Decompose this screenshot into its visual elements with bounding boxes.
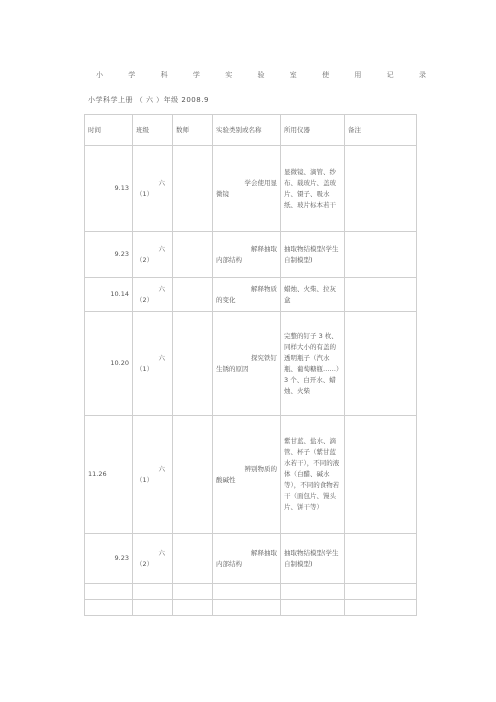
title-char: 小 (96, 71, 103, 79)
cell-experiment (213, 146, 281, 232)
experiment-line-2: 微镜 (216, 189, 229, 198)
cell-experiment (213, 416, 281, 534)
cell-class (133, 278, 173, 312)
cell-time: 9.13 (85, 146, 133, 232)
cell-remarks (345, 534, 417, 584)
header-count: 数师 (173, 115, 213, 146)
cell-time: 10.14 (85, 278, 133, 312)
title-char: 学 (128, 71, 136, 79)
cell-count (173, 232, 213, 278)
document-subtitle: 小学科学上册 （ 六 ）年级 2008.9 (88, 96, 209, 104)
cell-remarks (345, 232, 417, 278)
cell-instruments: 完整的钉子 3 枚、同样大小的有盖的透明瓶子（汽水瓶、葡萄糖瓶……）3 个、白开水、蜡烛、火柴 (281, 312, 345, 416)
title-char: 用 (354, 71, 362, 79)
class-section: （1） (136, 189, 154, 198)
class-section: （2） (136, 559, 154, 568)
header-remarks: 备注 (345, 115, 417, 146)
title-char: 学 (192, 71, 200, 79)
title-char: 录 (418, 71, 426, 79)
title-char: 使 (322, 71, 330, 79)
cell-time: 9.23 (85, 534, 133, 584)
title-char: 实 (225, 71, 233, 79)
cell-experiment (213, 534, 281, 584)
table-row (85, 146, 417, 232)
class-section: （2） (136, 295, 154, 304)
title-char: 验 (257, 71, 265, 79)
class-grade: 六 (158, 353, 165, 362)
cell-remarks (345, 146, 417, 232)
class-section: （1） (136, 475, 154, 484)
cell-count (173, 416, 213, 534)
table-row (85, 416, 417, 534)
cell-remarks (345, 416, 417, 534)
cell-remarks (345, 278, 417, 312)
class-grade: 六 (158, 464, 165, 473)
table-row (85, 312, 417, 416)
cell-class (133, 312, 173, 416)
cell-time: 9.23 (85, 232, 133, 278)
cell-experiment (213, 232, 281, 278)
cell-time: 10.20 (85, 312, 133, 416)
experiment-line-1: 解释物质 (251, 284, 277, 293)
experiment-line-2: 的变化 (216, 295, 236, 304)
cell-remarks (345, 312, 417, 416)
experiment-line-2: 内部结构 (216, 255, 242, 264)
cell-experiment (213, 312, 281, 416)
experiment-line-1: 解释抽取 (251, 548, 277, 557)
cell-class (133, 146, 173, 232)
class-grade: 六 (158, 244, 165, 253)
title-char: 室 (289, 71, 297, 79)
experiment-line-1: 探究铁钉 (251, 353, 277, 362)
table-row (85, 278, 417, 312)
header-instruments: 所用仪器 (281, 115, 345, 146)
title-char: 记 (386, 71, 394, 79)
cell-count (173, 278, 213, 312)
class-grade: 六 (158, 548, 165, 557)
cell-time: 11.26 (85, 416, 133, 534)
cell-class (133, 416, 173, 534)
table-row (85, 534, 417, 584)
header-time: 时间 (85, 115, 133, 146)
cell-experiment (213, 278, 281, 312)
class-section: （2） (136, 255, 154, 264)
cell-instruments: 蜡烛、火柴、拉灰盒 (281, 278, 345, 312)
class-grade: 六 (158, 178, 165, 187)
experiment-line-1: 解释抽取 (251, 244, 277, 253)
cell-class (133, 534, 173, 584)
cell-count (173, 312, 213, 416)
experiment-line-2: 内部结构 (216, 559, 242, 568)
cell-instruments: 显微镜、滴管、纱布、载玻片、盖玻片、镊子、吸水纸、玻片标本若干 (281, 146, 345, 232)
experiment-line-2: 生锈的原因 (216, 364, 249, 373)
cell-class (133, 232, 173, 278)
cell-instruments: 抽取物结模型(学生自制模型) (281, 534, 345, 584)
cell-count (173, 146, 213, 232)
cell-count (173, 534, 213, 584)
class-section: （1） (136, 364, 154, 373)
title-char: 科 (160, 71, 168, 79)
experiment-line-1: 辨别物质的 (244, 464, 277, 473)
header-class: 班级 (133, 115, 173, 146)
header-experiment: 实验类别或名称 (213, 115, 281, 146)
table-row-empty (85, 584, 417, 600)
experiment-line-1: 学会使用显 (244, 178, 277, 187)
table-header-row (85, 115, 417, 146)
document-title (96, 70, 426, 80)
cell-instruments: 抽取物结模型(学生自制模型) (281, 232, 345, 278)
table-row (85, 232, 417, 278)
usage-record-table (84, 114, 417, 616)
experiment-line-2: 酸碱性 (216, 475, 236, 484)
class-grade: 六 (158, 284, 165, 293)
cell-instruments: 紫甘蓝、盐水、滴管、杯子（紫甘蓝水若干），不同的液体（白醋、碱水等），不同的食物若干（面包片、馒头片、饼干等） (281, 416, 345, 534)
table-row-empty (85, 600, 417, 616)
